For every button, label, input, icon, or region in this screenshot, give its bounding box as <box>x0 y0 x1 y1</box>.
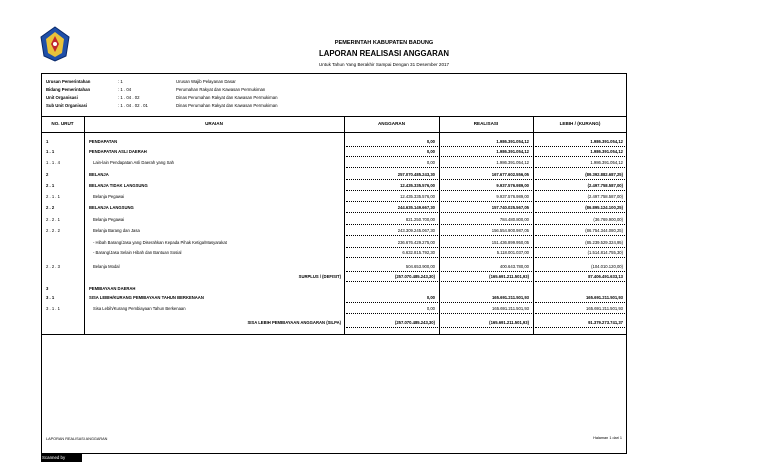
cell-underline <box>441 201 532 202</box>
row-description: Belanja Barang dan Jasa <box>93 228 140 233</box>
row-description: SURPLUS / (DEFISIT) <box>298 274 341 279</box>
cell-underline <box>346 167 438 168</box>
cell-anggaran: (257.070.485.243,30) <box>394 274 435 279</box>
cell-realisasi: 156.554.900.987,05 <box>491 228 529 233</box>
row-number: 2 . 2 <box>46 205 55 210</box>
cell-anggaran: 243.309.245.067,30 <box>397 228 435 233</box>
cell-realisasi: (165.691.211.501,93) <box>489 274 529 279</box>
cell-anggaran: 244.635.149.667,30 <box>397 205 435 210</box>
row-description: BELANJA LANGSUNG <box>89 205 134 210</box>
row-description: Belanja Pegawai <box>93 217 125 222</box>
cell-underline <box>441 327 532 328</box>
info-label: Bidang Pemerintahan <box>46 87 91 92</box>
cell-realisasi: 9.937.576.989,00 <box>496 194 529 199</box>
col-uraian: URAIAN <box>205 121 223 126</box>
cell-anggaran: 0,00 <box>426 295 435 300</box>
table-row <box>41 226 627 235</box>
cell-underline <box>535 179 625 180</box>
cell-anggaran: 236.676.429.275,00 <box>397 240 435 245</box>
cell-underline <box>441 257 532 258</box>
cell-realisasi: 165.691.211.501,93 <box>491 295 529 300</box>
col-realisasi: REALISASI <box>473 121 499 126</box>
row-description: BELANJA TIDAK LANGSUNG <box>89 183 148 188</box>
row-number: 2 . 2 . 1 <box>46 217 60 222</box>
info-code: : 1 <box>118 79 123 84</box>
cell-underline <box>535 235 625 236</box>
cell-lebih-kurang: (86.754.344.080,25) <box>585 228 623 233</box>
table-row <box>41 192 627 201</box>
table-row <box>41 203 627 212</box>
cell-underline <box>535 156 625 157</box>
cell-lebih-kurang: (86.895.124.100,25) <box>585 205 623 210</box>
cell-lebih-kurang: (2.497.758.587,00) <box>587 183 623 188</box>
cell-realisasi: 5.118.001.037,00 <box>496 250 529 255</box>
cell-underline <box>346 212 438 213</box>
row-number: 2 <box>46 172 49 177</box>
cell-underline <box>346 281 438 282</box>
table-row <box>41 170 627 179</box>
cell-underline <box>346 179 438 180</box>
cell-anggaran: 821.250.700,00 <box>405 217 435 222</box>
cell-lebih-kurang: 1.986.391.054,12 <box>590 139 623 144</box>
row-number: 2 . 1 . 1 <box>46 194 60 199</box>
row-description: - Hibah Barang/Jasa yang Diserahkan Kepada Pihak Ketiga/Masyarakat <box>93 240 227 245</box>
cell-lebih-kurang: (36.769.900,00) <box>593 217 623 222</box>
cell-underline <box>346 327 438 328</box>
cell-underline <box>346 201 438 202</box>
cell-lebih-kurang: 1.986.391.054,12 <box>590 149 623 154</box>
info-desc: Dinas Perumahan Rakyat dan Kawasan Permukiman <box>176 95 278 100</box>
table-bottom-line <box>41 334 627 335</box>
row-number: 1 . 1 . 4 <box>46 160 60 165</box>
table-row <box>41 318 627 327</box>
info-desc: Dinas Perumahan Rakyat dan Kawasan Permukiman <box>176 103 278 108</box>
row-description: PENDAPATAN <box>89 139 118 144</box>
row-description: Lain-lain Pendapatan Asli Daerah yang Sah <box>93 160 175 165</box>
cell-underline <box>441 190 532 191</box>
table-row <box>41 238 627 247</box>
cell-lebih-kurang: (104.010.120,00) <box>591 264 623 269</box>
cell-underline <box>441 235 532 236</box>
row-number: 2 . 1 <box>46 183 55 188</box>
footer-page-number: Halaman 1 dari 1 <box>593 436 622 440</box>
cell-lebih-kurang: (89.392.882.687,25) <box>585 172 623 177</box>
cell-underline <box>441 224 532 225</box>
cell-underline <box>346 302 438 303</box>
cell-underline <box>535 212 625 213</box>
table-row <box>41 262 627 271</box>
info-code: : 1 . 04 . 02 . 01 <box>118 103 148 108</box>
row-number: 1 <box>46 139 49 144</box>
row-description: BELANJA <box>89 172 109 177</box>
cell-anggaran: 504.653.900,00 <box>405 264 435 269</box>
cell-underline <box>346 235 438 236</box>
row-description: Sisa Lebih/Kurang Pembiayaan Tahun Berkenaan <box>93 306 186 311</box>
cell-anggaran: 6.632.815.792,30 <box>402 250 435 255</box>
row-description: Belanja Pegawai <box>93 194 125 199</box>
cell-lebih-kurang: 165.691.211.501,93 <box>585 295 623 300</box>
cell-anggaran: 0,00 <box>426 139 435 144</box>
cell-realisasi: 9.937.576.989,00 <box>496 183 529 188</box>
info-label: Unit Organisasi <box>46 95 78 100</box>
cell-underline <box>441 179 532 180</box>
cell-underline <box>535 224 625 225</box>
cell-underline <box>346 190 438 191</box>
table-row <box>41 147 627 156</box>
cell-realisasi: 784.480.800,00 <box>499 217 529 222</box>
cell-underline <box>535 302 625 303</box>
table-row <box>41 248 627 257</box>
info-label: Sub Unit Organisasi <box>46 103 88 108</box>
cell-underline <box>346 156 438 157</box>
cell-underline <box>535 281 625 282</box>
row-description: Belanja Modal <box>93 264 120 269</box>
cell-underline <box>535 313 625 314</box>
cell-anggaran: 0,00 <box>426 149 435 154</box>
cell-realisasi: 1.986.391.054,12 <box>496 149 529 154</box>
table-row <box>41 284 627 293</box>
table-row <box>41 158 627 167</box>
cell-anggaran: 12.435.335.576,00 <box>400 183 435 188</box>
cell-anggaran: 0,00 <box>426 306 435 311</box>
cell-anggaran: (257.070.485.243,30) <box>394 320 435 325</box>
info-code: : 1 . 04 . 02 <box>118 95 140 100</box>
cell-realisasi: 151.436.899.950,05 <box>491 240 529 245</box>
table-row <box>41 215 627 224</box>
cell-realisasi: (165.691.211.501,93) <box>489 320 529 325</box>
cell-realisasi: 167.677.602.556,05 <box>491 172 529 177</box>
table-row <box>41 137 627 146</box>
row-description: PENDAPATAN ASLI DAERAH <box>89 149 147 154</box>
cell-underline <box>441 281 532 282</box>
cell-realisasi: 165.691.211.501,93 <box>492 306 529 311</box>
government-name: PEMERINTAH KABUPATEN BADUNG <box>334 40 434 46</box>
row-number: 3 . 1 <box>46 295 55 300</box>
report-title: LAPORAN REALISASI ANGGARAN <box>318 49 450 58</box>
info-code: : 1 . 04 <box>118 87 132 92</box>
row-description: SISA LEBIH/KURANG PEMBIAYAAN TAHUN BERKENAAN <box>89 295 204 300</box>
scanner-caption: Scanned by CamScanner <box>41 454 82 462</box>
row-number: 1 . 1 <box>46 149 55 154</box>
cell-underline <box>346 257 438 258</box>
footer-report-name: LAPORAN REALISASI ANGGARAN <box>46 437 108 441</box>
cell-underline <box>535 257 625 258</box>
col-no: NO. URUT <box>51 121 74 126</box>
info-label: Urusan Pemerintahan <box>46 79 91 84</box>
col-lebih-kurang: LEBIH / (KURANG) <box>559 121 601 126</box>
header-divider <box>41 132 627 133</box>
table-header <box>41 116 627 132</box>
row-number: 3 <box>46 286 49 291</box>
cell-anggaran: 257.070.485.243,30 <box>397 172 435 177</box>
cell-lebih-kurang: (2.497.758.587,00) <box>587 194 623 199</box>
col-anggaran: ANGGARAN <box>377 121 406 126</box>
cell-underline <box>535 167 625 168</box>
cell-underline <box>535 327 625 328</box>
table-row <box>41 304 627 313</box>
cell-anggaran: 0,00 <box>426 160 435 165</box>
cell-underline <box>535 190 625 191</box>
row-description: PEMBIAYAAN DAERAH <box>89 286 136 291</box>
cell-realisasi: 1.986.391.054,12 <box>496 160 529 165</box>
row-number: 3 . 1 . 1 <box>46 306 60 311</box>
row-description: SISA LEBIH PEMBIAYAAN ANGGARAN (SILPA) <box>247 320 341 325</box>
cell-underline <box>441 302 532 303</box>
cell-underline <box>441 156 532 157</box>
cell-underline <box>441 212 532 213</box>
cell-realisasi: 157.740.025.567,05 <box>491 205 529 210</box>
cell-underline <box>441 167 532 168</box>
cell-underline <box>346 313 438 314</box>
cell-lebih-kurang: 1.986.391.054,12 <box>590 160 623 165</box>
cell-underline <box>535 201 625 202</box>
cell-lebih-kurang: 91.379.273.741,37 <box>588 320 623 325</box>
cell-lebih-kurang: 165.691.211.501,93 <box>586 306 623 311</box>
table-row <box>41 293 627 302</box>
cell-realisasi: 400.643.780,00 <box>499 264 529 269</box>
cell-lebih-kurang: (1.514.814.755,30) <box>587 250 623 255</box>
table-row <box>41 181 627 190</box>
cell-underline <box>441 313 532 314</box>
row-number: 2 . 2 . 2 <box>46 228 60 233</box>
info-desc: Urusan Wajib Pelayanan Dasar <box>176 79 236 84</box>
cell-underline <box>346 224 438 225</box>
row-description: - Barang/Jasa Selain Hibah dan Bantuan Sosial <box>93 250 182 255</box>
cell-lebih-kurang: (85.239.529.324,95) <box>585 240 623 245</box>
report-period: Untuk Tahun Yang Berakhir Sampai Dengan 31 Desember 2017 <box>318 62 450 67</box>
cell-realisasi: 1.986.391.054,12 <box>496 139 529 144</box>
cell-lebih-kurang: 87.406.491.633,13 <box>588 274 623 279</box>
table-row <box>41 272 627 281</box>
info-desc: Perumahan Rakyat dan Kawasan Permukiman <box>176 87 266 92</box>
row-number: 2 . 2 . 3 <box>46 264 60 269</box>
cell-anggaran: 12.435.335.576,00 <box>400 194 435 199</box>
